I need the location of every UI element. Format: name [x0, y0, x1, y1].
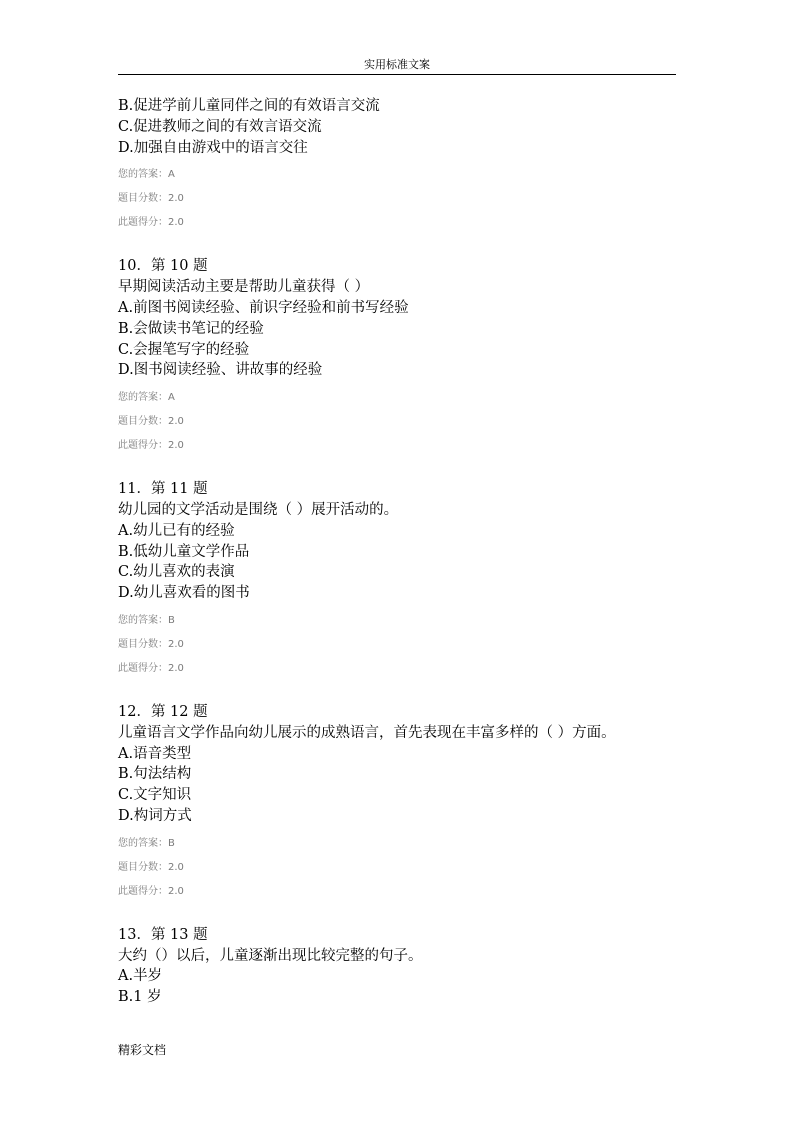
result-block: [118, 609, 718, 681]
option-c: C.促进教师之间的有效言语交流: [118, 118, 322, 135]
option-b: B.会做读书笔记的经验: [118, 320, 264, 337]
option-b: B.促进学前儿童同伴之间的有效语言交流: [118, 98, 380, 114]
earned-score: 此题得分：2.0: [118, 440, 184, 452]
question-9-continued: [118, 96, 718, 235]
question-title: 13．第 13 题: [118, 926, 208, 943]
earned-score: 此题得分：2.0: [118, 662, 184, 674]
question-score: 题目分数：2.0: [118, 416, 184, 428]
question-title: 10．第 10 题: [118, 258, 208, 275]
option-d: D.加强自由游戏中的语言交往: [118, 139, 308, 156]
option-b: B.低幼儿童文学作品: [118, 543, 250, 560]
question-11: [118, 479, 718, 681]
question-10: [118, 256, 718, 458]
document-body: [118, 96, 718, 1008]
option-c: C.文字知识: [118, 787, 192, 804]
result-block: [118, 386, 718, 458]
question-stem: 儿童语言文学作品向幼儿展示的成熟语言，首先表现在丰富多样的（ ）方面。: [118, 724, 616, 741]
question-13: [118, 925, 718, 1008]
your-answer: 您的答案：B: [118, 837, 175, 849]
option-a: A.幼儿已有的经验: [118, 522, 235, 539]
question-score: 题目分数：2.0: [118, 861, 184, 873]
result-block: [118, 163, 718, 235]
question-title: 12．第 12 题: [118, 703, 208, 720]
result-block: [118, 832, 718, 904]
option-b: B.句法结构: [118, 766, 192, 783]
question-title: 11．第 11 题: [118, 481, 208, 498]
question-score: 题目分数：2.0: [118, 638, 184, 650]
option-a: A.半岁: [118, 968, 163, 985]
earned-score: 此题得分：2.0: [118, 217, 184, 229]
option-c: C.会握笔写字的经验: [118, 341, 250, 358]
question-stem: 幼儿园的文学活动是围绕（ ）展开活动的。: [118, 501, 399, 518]
your-answer: 您的答案：A: [118, 392, 175, 404]
earned-score: 此题得分：2.0: [118, 885, 184, 897]
option-d: D.图书阅读经验、讲故事的经验: [118, 362, 323, 379]
option-b: B.1 岁: [118, 989, 162, 1006]
question-score: 题目分数：2.0: [118, 193, 184, 205]
option-d: D.构词方式: [118, 807, 192, 824]
question-stem: 大约（）以后，儿童逐渐出现比较完整的句子。: [118, 947, 423, 964]
your-answer: 您的答案：B: [118, 614, 175, 626]
option-a: A.前图书阅读经验、前识字经验和前书写经验: [118, 299, 409, 316]
page-footer: 精彩文档: [118, 1043, 167, 1057]
page-header: 实用标准文案: [118, 58, 676, 75]
question-12: [118, 702, 718, 904]
question-stem: 早期阅读活动主要是帮助儿童获得（ ）: [118, 279, 370, 296]
option-a: A.语音类型: [118, 745, 192, 762]
your-answer: 您的答案：A: [118, 169, 175, 181]
option-c: C.幼儿喜欢的表演: [118, 564, 235, 581]
option-d: D.幼儿喜欢看的图书: [118, 585, 250, 602]
